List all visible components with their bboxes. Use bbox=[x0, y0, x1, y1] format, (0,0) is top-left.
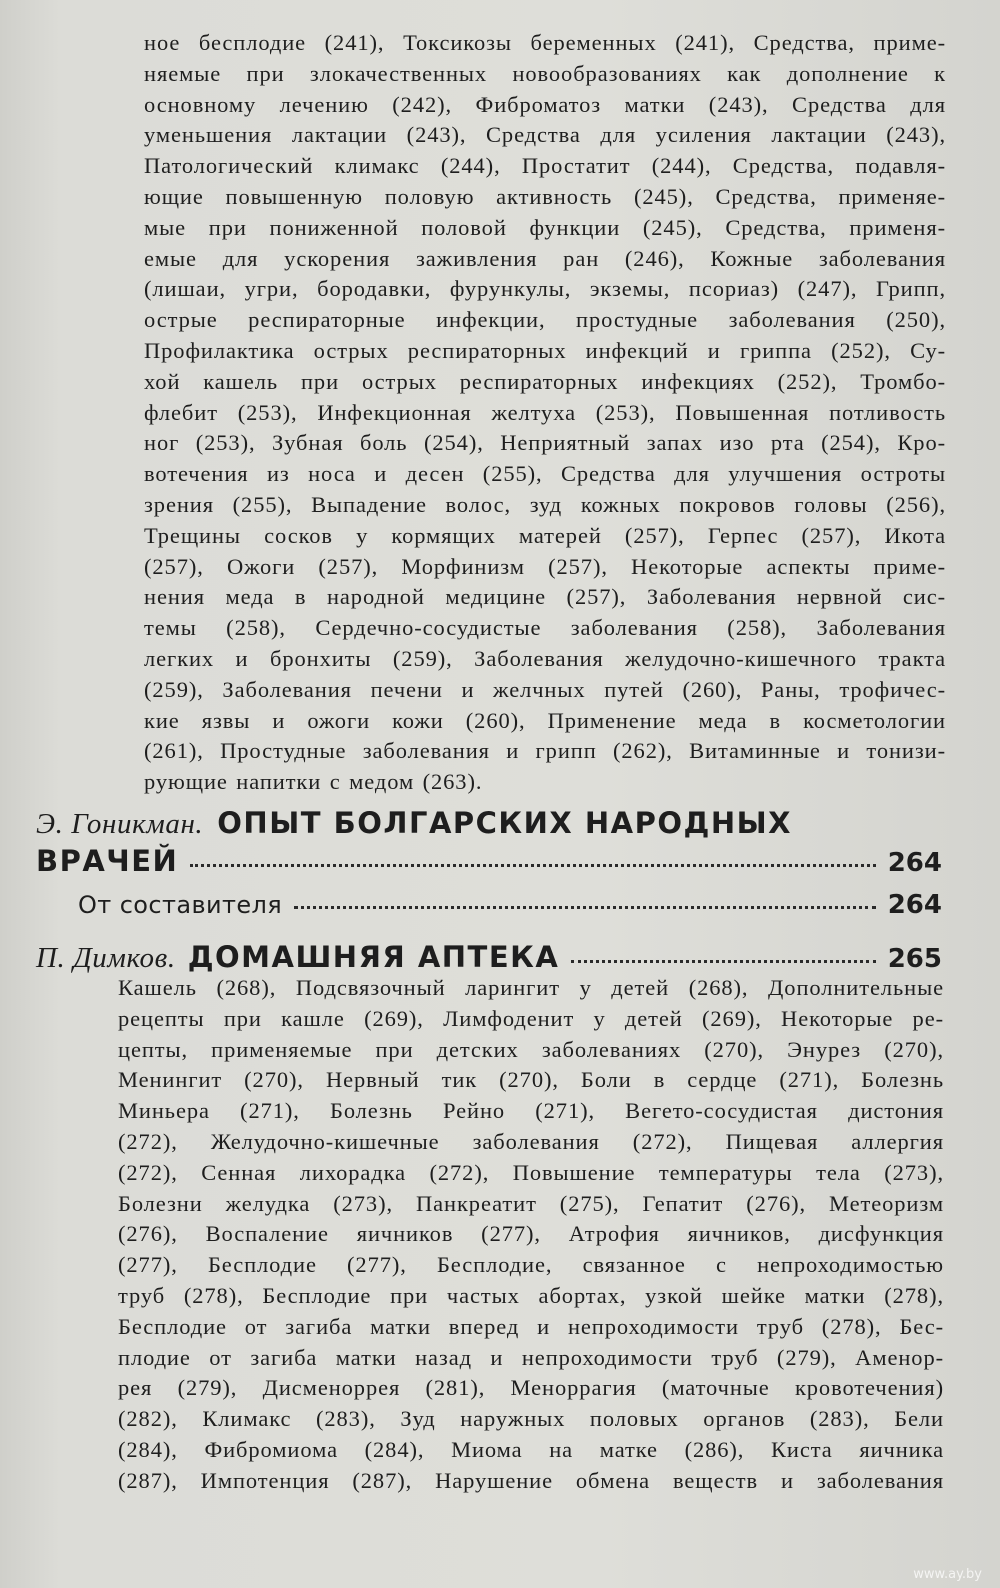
text-line: Бесплодие от загиба матки вперед и непроходимости труб (278), Бес- bbox=[118, 1313, 944, 1339]
text-line: темы (258), Сердечно-сосудистые заболевания (258), Заболевания bbox=[144, 615, 946, 641]
text-line: (259), Заболевания печени и желчных путей (260), Раны, трофичес- bbox=[144, 676, 946, 702]
text-line: плодие от загиба матки назад и непроходимости труб (279), Аменор- bbox=[118, 1344, 944, 1370]
text-line: Болезни желудка (273), Панкреатит (275), Гепатит (276), Метеоризм bbox=[118, 1190, 944, 1216]
text-line: Менингит (270), Нервный тик (270), Боли в сердце (271), Болезнь bbox=[118, 1067, 944, 1093]
leader-dots bbox=[294, 906, 876, 909]
toc-subentry bbox=[78, 890, 942, 920]
text-line: (276), Воспаление яичников (277), Атрофия яичников, дисфункция bbox=[118, 1221, 944, 1247]
entry1-title-line1: ОПЫТ БОЛГАРСКИХ НАРОДНЫХ bbox=[217, 806, 792, 840]
text-line: Патологический климакс (244), Простатит (244), Средства, подавля- bbox=[144, 153, 946, 179]
text-line: цепты, применяемые при детских заболеваниях (270), Энурез (270), bbox=[118, 1036, 944, 1062]
text-line: ног (253), Зубная боль (254), Неприятный запах изо рта (254), Кро- bbox=[144, 430, 946, 456]
text-line: уменьшения лактации (243), Средства для усиления лактации (243), bbox=[144, 122, 946, 148]
text-line: основному лечению (242), Фиброматоз матки (243), Средства для bbox=[144, 91, 946, 117]
text-line: рующие напитки с медом (263). bbox=[144, 769, 483, 795]
text-line: острые респираторные инфекции, простудные заболевания (250), bbox=[144, 307, 946, 333]
text-line: труб (278), Бесплодие при частых абортах, узкой шейке матки (278), bbox=[118, 1283, 944, 1308]
toc-entry-2 bbox=[36, 940, 942, 975]
text-line: (261), Простудные заболевания и грипп (262), Витаминные и тонизи- bbox=[144, 738, 946, 764]
entry2-page-number: 265 bbox=[887, 944, 942, 974]
leader-dots bbox=[190, 864, 875, 867]
text-line: Миньера (271), Болезнь Рейно (271), Вегето-сосудистая дистония bbox=[118, 1098, 944, 1124]
text-line: (лишаи, угри, бородавки, фурункулы, экземы, псориаз) (247), Грипп, bbox=[144, 276, 946, 302]
watermark: www.ay.by bbox=[913, 1567, 982, 1582]
text-line: нения меда в народной медицине (257), Заболевания нервной сис- bbox=[144, 584, 946, 610]
entry2-title: ДОМАШНЯЯ АПТЕКА bbox=[187, 940, 560, 974]
text-line: флебит (253), Инфекционная желтуха (253), Повышенная потливость bbox=[144, 399, 946, 425]
subentry-page-number: 264 bbox=[887, 890, 942, 920]
text-line: емые для ускорения заживления ран (246), Кожные заболевания bbox=[144, 245, 946, 271]
text-line: хой кашель при острых респираторных инфекциях (252), Тромбо- bbox=[144, 368, 946, 394]
entry1-author: Э. Гоникман. bbox=[36, 808, 204, 840]
text-line: (277), Бесплодие (277), Бесплодие, связанное с непроходимостью bbox=[118, 1252, 944, 1278]
toc-entry-author-line bbox=[36, 806, 792, 841]
text-line: Трещины сосков у кормящих матерей (257), Герпес (257), Икота bbox=[144, 522, 946, 548]
text-line: (287), Импотенция (287), Нарушение обмена веществ и заболевания bbox=[118, 1467, 944, 1493]
text-line: ное бесплодие (241), Токсикозы беременных (241), Средства, приме- bbox=[144, 30, 946, 55]
text-line: зрения (255), Выпадение волос, зуд кожных покровов головы (256), bbox=[144, 492, 946, 517]
text-line: рея (279), Дисменоррея (281), Меноррагия (маточные кровотечения) bbox=[118, 1375, 944, 1401]
text-line: кие язвы и ожоги кожи (260), Применение меда в косметологии bbox=[144, 707, 946, 733]
text-line: вотечения из носа и десен (255), Средства для улучшения остроты bbox=[144, 461, 946, 487]
entry1-title-line2: ВРАЧЕЙ bbox=[36, 844, 179, 878]
text-line: (282), Климакс (283), Зуд наружных половых органов (283), Бели bbox=[118, 1406, 944, 1432]
text-line: ющие повышенную половую активность (245), Средства, применяе- bbox=[144, 184, 946, 209]
text-line: (272), Сенная лихорадка (272), Повышение температуры тела (273), bbox=[118, 1159, 944, 1185]
entry1-page-number: 264 bbox=[887, 848, 942, 878]
leader-dots bbox=[571, 960, 875, 963]
text-line: Профилактика острых респираторных инфекций и гриппа (252), Су- bbox=[144, 338, 946, 363]
text-line: легких и бронхиты (259), Заболевания желудочно-кишечного тракта bbox=[144, 646, 946, 671]
text-line: (257), Ожоги (257), Морфинизм (257), Некоторые аспекты приме- bbox=[144, 553, 946, 579]
text-line: мые при пониженной половой функции (245), Средства, применя- bbox=[144, 214, 946, 240]
entry2-author: П. Димков. bbox=[36, 942, 176, 974]
text-line: рецепты при кашле (269), Лимфоденит у детей (269), Некоторые ре- bbox=[118, 1005, 944, 1031]
text-line: (272), Желудочно-кишечные заболевания (272), Пищевая аллергия bbox=[118, 1129, 944, 1154]
text-line: (284), Фибромиома (284), Миома на матке (286), Киста яичника bbox=[118, 1437, 944, 1462]
toc-entry-title-line bbox=[36, 844, 942, 878]
subentry-title: От составителя bbox=[78, 891, 283, 919]
text-line: Кашель (268), Подсвязочный ларингит у детей (268), Дополнительные bbox=[118, 975, 944, 1000]
text-line: няемые при злокачественных новообразованиях как дополнение к bbox=[144, 60, 946, 86]
